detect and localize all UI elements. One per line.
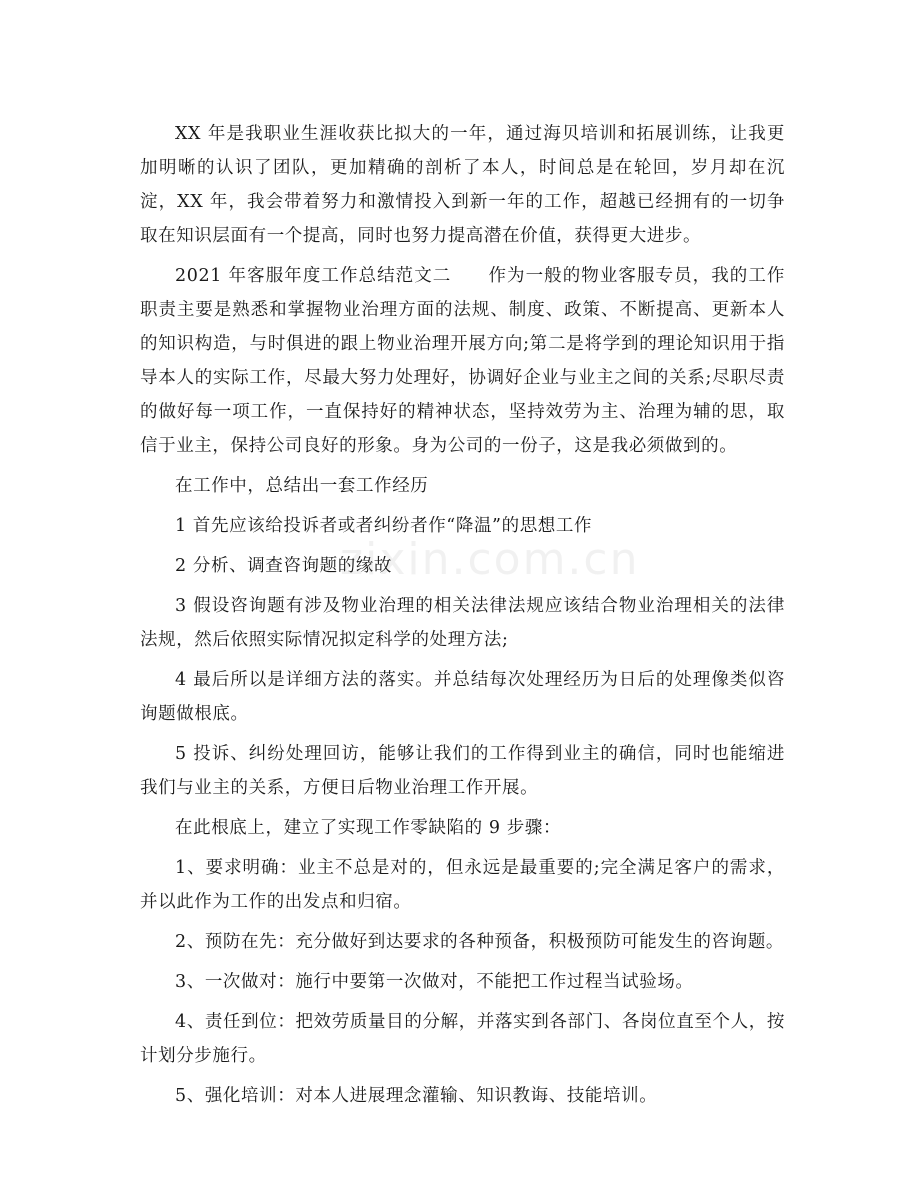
paragraph-4: 1 首先应该给投诉者或者纠纷者作“降温”的思想工作 <box>175 516 593 536</box>
paragraph-1: XX 年是我职业生涯收获比拟大的一年，通过海贝培训和拓展训练，让我更加明晰的认识了团队，更加精确的剖析了本人，时间总是在轮回，岁月却在沉淀，XX 年，我会带着努力和激情投入到新一年的工作，超越已经拥有的一切争取在知识层面有一个提高，同时也努力提高潜在价值，获得更大进步。 <box>140 124 785 246</box>
paragraph-12: 3、一次做对：施行中要第一次做对，不能把工作过程当试验场。 <box>175 972 694 992</box>
paragraph-6: 3 假设咨询题有涉及物业治理的相关法律法规应该结合物业治理相关的法律法规，然后依照实际情况拟定科学的处理方法; <box>140 596 785 650</box>
paragraph-3: 在工作中，总结出一套工作经历 <box>175 476 429 496</box>
document-body <box>140 117 785 1119</box>
watermark-text: zixin.com.cn <box>340 534 640 585</box>
paragraph-10: 1、要求明确：业主不总是对的，但永远是最重要的;完全满足客户的需求，并以此作为工作的出发点和归宿。 <box>140 858 785 912</box>
paragraph-8: 5 投诉、纠纷处理回访，能够让我们的工作得到业主的确信，同时也能缩进我们与业主的关系，方便日后物业治理工作开展。 <box>140 744 785 798</box>
paragraph-14: 5、强化培训：对本人进展理念灌输、知识教诲、技能培训。 <box>175 1086 658 1106</box>
paragraph-11: 2、预防在先：充分做好到达要求的各种预备，积极预防可能发生的咨询题。 <box>175 932 785 952</box>
paragraph-13: 4、责任到位：把效劳质量目的分解，并落实到各部门、各岗位直至个人，按计划分步施行。 <box>140 1012 785 1066</box>
paragraph-7: 4 最后所以是详细方法的落实。并总结每次处理经历为日后的处理像类似咨询题做根底。 <box>140 670 785 724</box>
paragraph-2: 2021 年客服年度工作总结范文二 作为一般的物业客服专员，我的工作职责主要是熟悉和掌握物业治理方面的法规、制度、政策、不断提高、更新本人的知识构造，与时俱进的跟上物业治理开展方向;第二是将学到的理论知识用于指导本人的实际工作，尽最大努力处理好，协调好企业与业主之间的关系;尽职尽责的做好每一项工作，一直保持好的精神状态，坚持效劳为主、治理为辅的思，取信于业主，保持公司良好的形象。身为公司的一份子，这是我必须做到的。 <box>140 266 785 456</box>
paragraph-5: 2 分析、调查咨询题的缘故 <box>175 556 392 576</box>
paragraph-9: 在此根底上，建立了实现工作零缺陷的 9 步骤： <box>175 818 562 838</box>
